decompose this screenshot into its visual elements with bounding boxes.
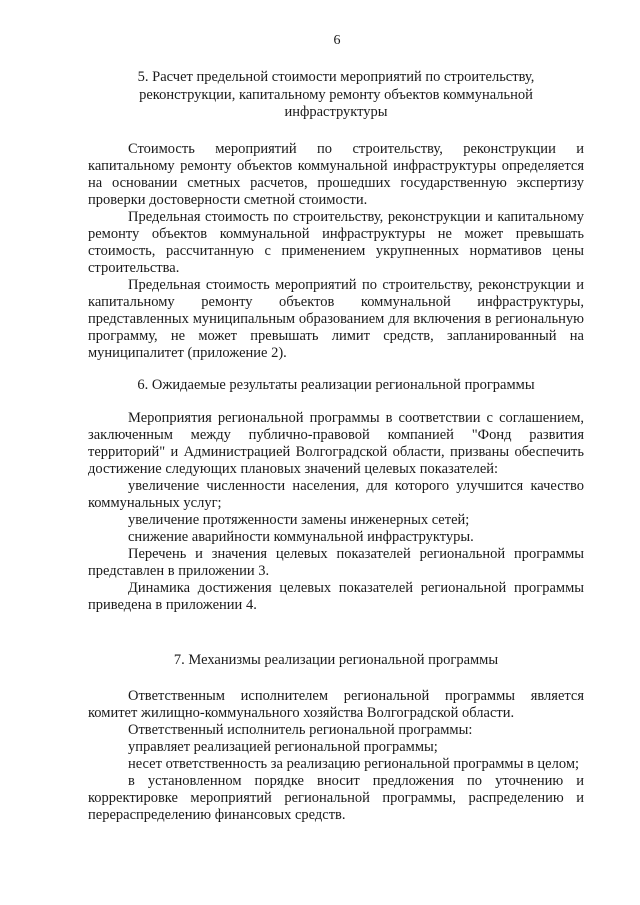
section-6-paragraph: Перечень и значения целевых показателей региональной программы представлен в приложении 3. <box>88 546 584 579</box>
section-6-list-item: увеличение протяженности замены инженерных сетей; <box>128 512 470 528</box>
section-5-body <box>88 141 584 362</box>
section-6-list-item: снижение аварийности коммунальной инфраструктуры. <box>128 529 474 545</box>
section-5-paragraph: Предельная стоимость по строительству, реконструкции и капитальному ремонту объектов коммунальной инфраструктуры не может превышать стоимость, рассчитанную с применением укрупненных нормативов цены строительства. <box>88 209 584 276</box>
section-6-paragraph: Динамика достижения целевых показателей региональной программы приведена в приложении 4. <box>88 580 584 613</box>
section-7-list-item: несет ответственность за реализацию региональной программы в целом; <box>128 756 580 772</box>
section-7-list-item: управляет реализацией региональной программы; <box>128 739 438 755</box>
section-6-list-item: увеличение численности населения, для которого улучшится качество коммунальных услуг; <box>88 478 584 511</box>
section-5-paragraph: Стоимость мероприятий по строительству, реконструкции и капитальному ремонту объектов коммунальной инфраструктуры определяется на основании сметных расчетов, прошедших государственную экспертизу проверки достоверности сметной стоимости. <box>88 141 584 208</box>
page-number: 6 <box>333 33 341 48</box>
section-6-body <box>88 410 584 614</box>
section-7-paragraph: Ответственным исполнителем региональной программы является комитет жилищно-коммунального хозяйства Волгоградской области. <box>88 688 584 721</box>
section-7-paragraph: Ответственный исполнитель региональной программы: <box>128 722 473 738</box>
section-7-body <box>88 688 584 824</box>
section-6-heading: 6. Ожидаемые результаты реализации региональной программы <box>137 377 535 393</box>
section-7-list-item: в установленном порядке вносит предложения по уточнению и корректировке мероприятий региональной программы, распределению и перераспределению финансовых средств. <box>88 773 584 823</box>
section-6-paragraph: Мероприятия региональной программы в соответствии с соглашением, заключенным между публично-правовой компанией "Фонд развития территорий" и Администрацией Волгоградской области, призваны обеспечить достижение следующих плановых значений целевых показателей: <box>88 410 584 477</box>
section-5-heading: 5. Расчет предельной стоимости мероприятий по строительству, реконструкции, капитальному ремонту объектов коммунальной инфраструктуры <box>137 69 535 120</box>
section-5-paragraph: Предельная стоимость мероприятий по строительству, реконструкции и капитальному ремонту объектов коммунальной инфраструктуры, представленных муниципальным образованием для включения в региональную программу, не может превышать лимит средств, запланированный на муниципалитет (приложение 2). <box>88 277 584 361</box>
section-7-heading: 7. Механизмы реализации региональной программы <box>173 652 499 668</box>
